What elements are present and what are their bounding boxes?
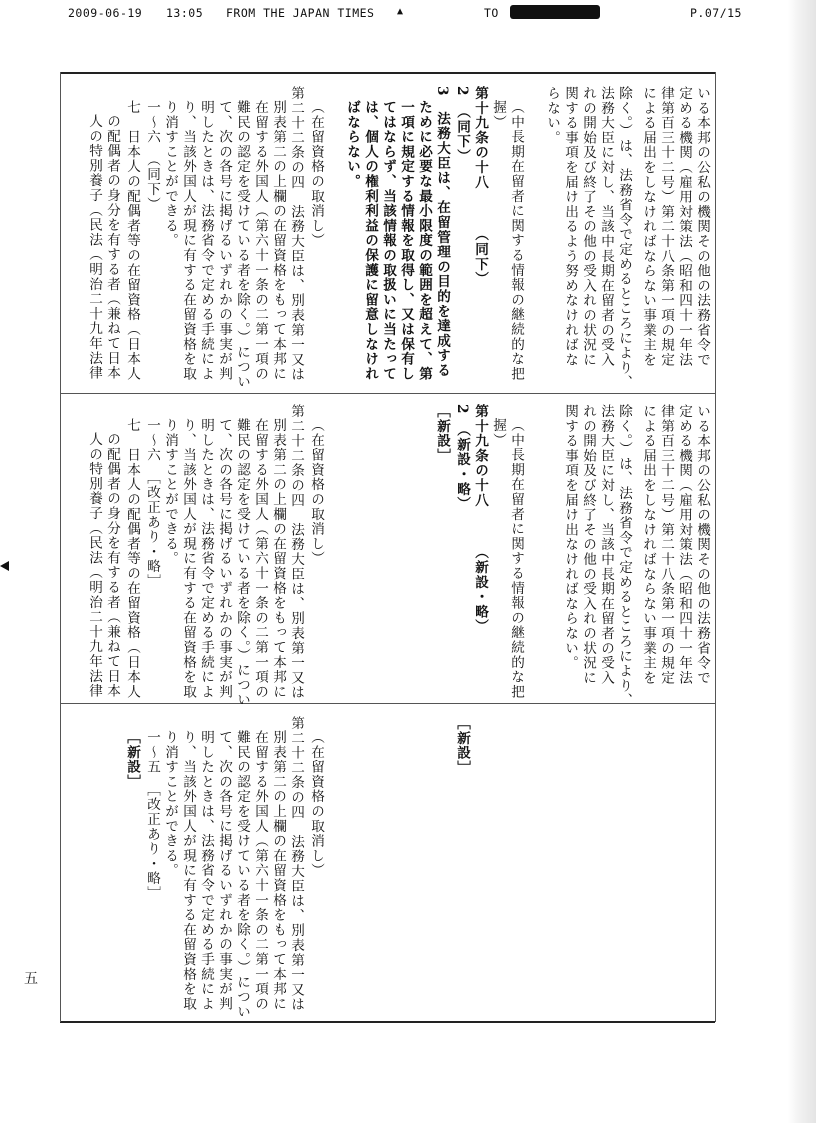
text-line: 在留する外国人（第六十一条の二第一項の	[252, 418, 268, 700]
text-line: り、当該外国人が現に有する在留資格を取	[180, 730, 196, 1012]
left-border	[60, 72, 61, 1022]
text-line: 関する事項を届け出るよう努めなければな	[562, 86, 578, 368]
fax-from: FROM THE JAPAN TIMES	[226, 6, 375, 20]
page-binding-shadow	[788, 0, 816, 1123]
text-line: 関する事項を届け出なければならない。	[562, 404, 578, 671]
text-line: 別表第二の上欄の在留資格をもって本邦に	[270, 100, 286, 382]
text-line: 除く。）は、法務省令で定めるところにより、	[616, 404, 632, 708]
text-line: 明したときは、法務省令で定める手続によ	[198, 100, 214, 382]
text-line: 第二十二条の四 法務大臣は、別表第一又は	[288, 716, 304, 1012]
paragraph-line: てはならず、当該情報の取扱いに当たって	[380, 100, 396, 382]
right-border	[715, 72, 716, 1022]
text-line: 難民の認定を受けている者を除く。）につい	[234, 418, 250, 708]
text-line: 別表第二の上欄の在留資格をもって本邦に	[270, 418, 286, 700]
text-line: り、当該外国人が現に有する在留資格を取	[180, 418, 196, 700]
paragraph-line: ために必要な最小限度の範囲を超えて、第	[416, 100, 432, 382]
fax-arrow-icon	[0, 561, 9, 571]
text-line: れの開始及び終了その他の受入れの状況に	[580, 404, 596, 686]
heading-line: （中長期在留者に関する情報の継続的な把	[508, 418, 524, 700]
text-line: いる本邦の公私の機関その他の法務省令で	[694, 404, 710, 686]
text-line: れの開始及び終了その他の受入れの状況に	[580, 86, 596, 368]
text-line: り消すことができる。	[162, 730, 178, 878]
fax-date: 2009-06-19	[68, 6, 143, 20]
paragraph-line: 一項に規定する情報を取得し、又は保有し	[398, 100, 414, 382]
heading-line: 握）	[490, 418, 506, 448]
text-line: による届出をしなければならない事業主を	[640, 86, 656, 368]
paragraph-line: 2 （同下）	[454, 86, 470, 164]
fax-to: TO	[484, 6, 499, 20]
text-line: 人の特別養子（民法（明治二十九年法律	[86, 432, 102, 699]
text-line: 七 日本人の配偶者等の在留資格（日本人	[124, 418, 140, 700]
paragraph-line: は、個人の権利利益の保護に留意しなけれ	[362, 100, 378, 382]
text-line: 法務大臣に対し、当該中長期在留者の受入	[598, 404, 614, 686]
text-line: て、次の各号に掲げるいずれかの事実が判	[216, 100, 232, 382]
redacted-fax-number	[510, 5, 600, 19]
paragraph-line: 2 （新設・略）	[454, 404, 470, 512]
new-provision-tag: ［新設］	[454, 716, 470, 776]
text-line: 七 日本人の配偶者等の在留資格（日本人	[124, 100, 140, 382]
text-line: り消すことができる。	[162, 418, 178, 566]
text-line: 定める機関（雇用対策法（昭和四十一年法	[676, 404, 692, 686]
text-line: て、次の各号に掲げるいずれかの事実が判	[216, 418, 232, 700]
text-line: 一〜六 ［改正あり・略］	[144, 418, 160, 589]
text-line: り、当該外国人が現に有する在留資格を取	[180, 100, 196, 382]
page-number: 五	[24, 971, 38, 987]
text-line: 難民の認定を受けている者を除く。）につい	[234, 100, 250, 390]
fax-page: P.07/15	[690, 6, 742, 20]
heading-line: 握）	[490, 100, 506, 130]
text-line: 人の特別養子（民法（明治二十九年法律	[86, 114, 102, 381]
paragraph-line: 3 法務大臣は、在留管理の目的を達成する	[434, 86, 450, 378]
text-line: 除く。）は、法務省令で定めるところにより、	[616, 86, 632, 390]
fax-header	[0, 6, 816, 24]
top-rule	[60, 72, 715, 74]
text-line: による届出をしなければならない事業主を	[640, 404, 656, 686]
text-line: 明したときは、法務省令で定める手続によ	[198, 730, 214, 1012]
text-line: 第二十二条の四 法務大臣は、別表第一又は	[288, 86, 304, 382]
mid-rule-upper	[60, 393, 715, 394]
heading-line: （在留資格の取消し）	[308, 730, 324, 878]
text-line: 一〜五 ［改正あり・略］	[144, 730, 160, 901]
text-line: 律第百三十二号）第二十八条第一項の規定	[658, 404, 674, 686]
text-line: 定める機関（雇用対策法（昭和四十一年法	[676, 86, 692, 368]
article-title: 第十九条の十八 （新設・略）	[472, 404, 488, 634]
text-line: 在留する外国人（第六十一条の二第一項の	[252, 100, 268, 382]
heading-line: （在留資格の取消し）	[308, 418, 324, 566]
new-provision-tag: ［新設］	[124, 730, 140, 790]
text-line: いる本邦の公私の機関その他の法務省令で	[694, 86, 710, 368]
text-line: 明したときは、法務省令で定める手続によ	[198, 418, 214, 700]
article-title: 第十九条の十八 （同下）	[472, 86, 488, 287]
heading-line: （中長期在留者に関する情報の継続的な把	[508, 100, 524, 382]
text-line: 別表第二の上欄の在留資格をもって本邦に	[270, 730, 286, 1012]
text-line: り消すことができる。	[162, 100, 178, 248]
text-line: 在留する外国人（第六十一条の二第一項の	[252, 730, 268, 1012]
paragraph-line: ばならない。	[344, 100, 360, 189]
fax-mark-icon: ▲	[397, 6, 404, 17]
text-line: らない。	[544, 86, 560, 146]
text-line: 法務大臣に対し、当該中長期在留者の受入	[598, 86, 614, 368]
new-provision-tag: ［新設］	[434, 404, 450, 464]
fax-time: 13:05	[166, 6, 204, 20]
text-line: の配偶者の身分を有する者（兼ねて日本	[104, 114, 120, 381]
text-line: て、次の各号に掲げるいずれかの事実が判	[216, 730, 232, 1012]
text-line: の配偶者の身分を有する者（兼ねて日本	[104, 432, 120, 699]
text-line: 難民の認定を受けている者を除く。）につい	[234, 730, 250, 1020]
bottom-rule	[60, 1021, 715, 1023]
heading-line: （在留資格の取消し）	[308, 100, 324, 248]
text-line: 第二十二条の四 法務大臣は、別表第一又は	[288, 404, 304, 700]
text-line: 一〜六 （同下）	[144, 100, 160, 212]
text-line: 律第百三十二号）第二十八条第一項の規定	[658, 86, 674, 368]
